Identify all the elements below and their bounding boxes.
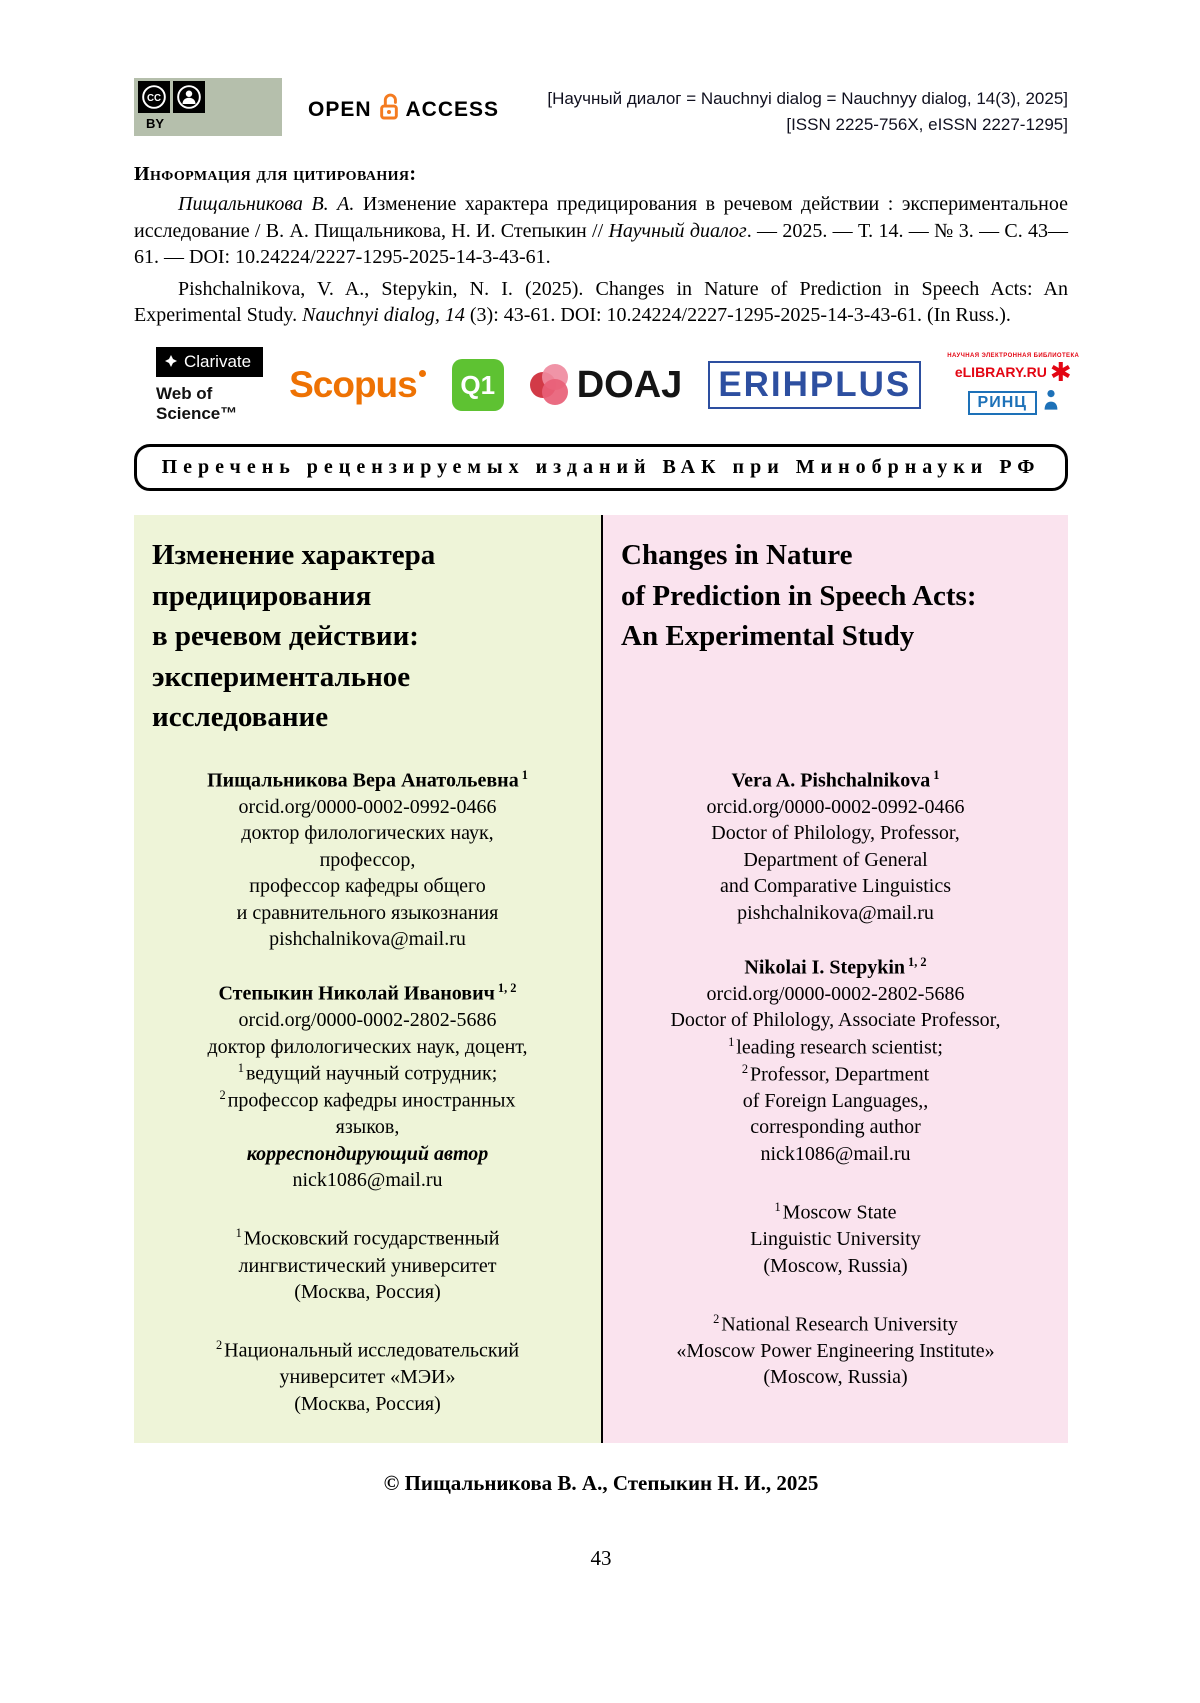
citation-heading: Информация для цитирования:	[134, 163, 417, 185]
q1-badge: Q1	[452, 359, 504, 411]
organization-ru-2	[152, 1337, 583, 1417]
scopus-accent-icon	[419, 370, 426, 377]
affiliation-sup: 2	[713, 1311, 720, 1326]
cc-by-badge	[134, 78, 282, 136]
issn-line: [ISSN 2225-756X, eISSN 2227-1295]	[786, 114, 1068, 134]
english-column	[601, 515, 1068, 1443]
citation-english	[134, 276, 1068, 329]
elibrary-tagline: НАУЧНАЯ ЭЛЕКТРОННАЯ БИБЛИОТЕКА	[947, 353, 1080, 360]
text-line	[152, 1060, 583, 1087]
title-line: в речевом действии:	[152, 620, 419, 653]
text-line: лингвистический университет	[238, 1254, 497, 1277]
text-line: (Москва, Россия)	[294, 1280, 441, 1303]
rinc-row	[968, 388, 1059, 417]
affiliation-text: Professor, Department	[750, 1063, 930, 1086]
open-access-word-access: ACCESS	[405, 98, 500, 121]
affiliation-text: ведущий научный сотрудник;	[245, 1062, 498, 1085]
article-title-en	[621, 535, 1050, 767]
indexing-logos-row	[134, 347, 1080, 424]
web-of-science-label: Web of Science™	[156, 383, 238, 423]
affiliation-sup: 1	[728, 1034, 735, 1049]
title-line: Изменение характера	[152, 538, 436, 571]
author-block-ru-2	[152, 980, 583, 1193]
affiliation-text: профессор кафедры иностранных	[227, 1089, 516, 1112]
email-line: nick1086@mail.ru	[760, 1142, 911, 1165]
text-line: of Foreign Languages,,	[742, 1089, 929, 1112]
citation-en-journal: Nauchnyi dialog, 14	[302, 304, 465, 327]
page-header	[134, 78, 1068, 137]
elibrary-row	[954, 357, 1072, 388]
rinc-label: РИНЦ	[968, 391, 1037, 415]
text-line: Doctor of Philology, Associate Professor,	[670, 1009, 1001, 1032]
affiliation-sup: 2	[219, 1088, 226, 1103]
orcid-line: orcid.org/0000-0002-0992-0466	[706, 796, 965, 819]
text-line: (Moscow, Russia)	[763, 1366, 908, 1389]
corresponding-author-line: corresponding author	[750, 1116, 921, 1139]
author-affiliation-sup: 1	[521, 767, 528, 782]
author-name-text: Vera A. Pishchalnikova	[731, 769, 931, 792]
text-line: университет «МЭИ»	[279, 1366, 456, 1389]
author-block-ru-1	[152, 767, 583, 952]
text-line: доктор филологических наук, доцент,	[207, 1035, 528, 1058]
author-name	[621, 954, 1050, 981]
citation-russian	[134, 191, 1068, 271]
text-line: (Москва, Россия)	[294, 1392, 441, 1415]
author-block-en-2	[621, 954, 1050, 1167]
text-line	[152, 1087, 583, 1114]
author-name	[152, 767, 583, 794]
cc-by-label: BY	[146, 116, 165, 131]
title-line: предицирования	[152, 579, 372, 612]
author-affiliation-sup: 1	[933, 767, 940, 782]
doaj-label: DOAJ	[576, 363, 683, 406]
orcid-line: orcid.org/0000-0002-2802-5686	[706, 983, 965, 1006]
affiliation-sup: 1	[235, 1226, 242, 1241]
text-line	[152, 1337, 583, 1364]
citation-en-text: Pishchalnikova, V. A., Stepykin, N. I. (2025). Changes in Nature of Prediction in Speech Acts: An Experimental Study.	[134, 277, 1068, 327]
title-line: Changes in Nature	[621, 538, 853, 571]
affiliation-text: leading research scientist;	[736, 1036, 943, 1059]
elibrary-label: eLIBRARY.RU	[954, 364, 1047, 381]
organization-en-2	[621, 1311, 1050, 1391]
organization-en-1	[621, 1199, 1050, 1279]
title-line: of Prediction in Speech Acts:	[621, 579, 977, 612]
text-line: Linguistic University	[750, 1228, 921, 1251]
org-text: Московский государственный	[243, 1228, 500, 1251]
title-author-columns	[134, 515, 1068, 1443]
cc-icon	[138, 81, 170, 113]
text-line: профессор кафедры общего	[249, 875, 486, 898]
text-line: языков,	[335, 1116, 400, 1139]
copyright-line: © Пищальникова В. А., Степыкин Н. И., 2025	[383, 1471, 819, 1496]
text-line	[621, 1311, 1050, 1338]
journal-info	[499, 86, 1068, 137]
journal-title-line: [Научный диалог = Nauchnyi dialog = Nauchnyy dialog, 14(3), 2025]	[547, 89, 1068, 108]
orcid-line: orcid.org/0000-0002-2802-5686	[238, 1009, 497, 1032]
citation-ru-author: Пищальникова В. А.	[178, 193, 355, 215]
organization-ru-1	[152, 1225, 583, 1305]
clarivate-icon	[165, 352, 177, 372]
affiliation-sup: 1	[237, 1061, 244, 1076]
article-title-ru	[152, 535, 583, 767]
citation-ru-journal: Научный диалог	[608, 219, 747, 242]
title-line: An Experimental Study	[621, 620, 915, 653]
org-text: Национальный исследовательский	[224, 1339, 520, 1362]
orcid-line: orcid.org/0000-0002-0992-0466	[238, 796, 497, 819]
clarivate-wos-logo	[156, 347, 263, 424]
text-line: профессор,	[319, 848, 416, 871]
email-line: nick1086@mail.ru	[292, 1169, 443, 1192]
email-line: pishchalnikova@mail.ru	[269, 927, 466, 950]
author-block-en-1	[621, 767, 1050, 926]
text-line: доктор филологических наук,	[241, 822, 494, 845]
affiliation-sup: 2	[741, 1061, 749, 1076]
title-line: исследование	[152, 701, 329, 734]
doaj-circles-icon	[530, 364, 572, 406]
title-line: экспериментальное	[152, 660, 411, 693]
erihplus-logo: ERIHPLUS	[708, 361, 921, 409]
person-icon	[173, 81, 205, 113]
author-affiliation-sup: 1, 2	[908, 954, 927, 969]
author-name	[621, 767, 1050, 794]
text-line	[621, 1061, 1050, 1088]
text-line: Doctor of Philology, Professor,	[711, 822, 960, 845]
corresponding-author-line: корреспондирующий автор	[246, 1142, 489, 1165]
author-affiliation-sup: 1, 2	[497, 981, 517, 996]
text-line: and Comparative Linguistics	[719, 875, 952, 898]
elibrary-rinc-logo	[947, 353, 1079, 417]
text-line	[621, 1034, 1050, 1061]
open-access-word-open: OPEN	[308, 98, 372, 121]
clarivate-logo	[156, 347, 263, 377]
page-number: 43	[590, 1546, 612, 1571]
svg-text:CC: CC	[146, 92, 162, 104]
citation-ru-text: Изменение характера предицирования в речевом действии : экспериментальное исследование / В. А. Пищальникова, Н. И. Степыкин //	[134, 193, 1068, 242]
clarivate-label: Clarivate	[184, 351, 252, 371]
text-line: «Moscow Power Engineering Institute»	[676, 1339, 995, 1362]
rinc-person-icon	[1043, 388, 1059, 417]
text-line: Department of General	[743, 848, 928, 871]
citation-ru-text2: . — 2025. — Т. 14. — № 3. — С. 43—61. — DOI: 10.24224/2227-1295-2025-14-3-43-61.	[134, 219, 1069, 269]
author-name-text: Пищальникова Вера Анатольевна	[207, 769, 519, 792]
cc-icons	[138, 81, 278, 113]
text-line	[152, 1225, 583, 1252]
citation-en-text2: (3): 43-61. DOI: 10.24224/2227-1295-2025-14-3-43-61. (In Russ.).	[464, 304, 1011, 327]
affiliation-sup: 2	[215, 1338, 223, 1353]
open-lock-icon	[378, 92, 400, 128]
author-name	[152, 980, 583, 1007]
elibrary-star-icon: ✱	[1049, 357, 1072, 388]
author-name-text: Степыкин Николай Иванович	[218, 983, 495, 1006]
text-line: и сравнительного языкознания	[236, 901, 499, 924]
org-text: National Research University	[721, 1313, 958, 1336]
text-line	[621, 1199, 1050, 1226]
email-line: pishchalnikova@mail.ru	[737, 901, 934, 924]
open-access-logo	[308, 92, 499, 128]
vak-notice: Перечень рецензируемых изданий ВАК при Минобрнауки РФ	[134, 444, 1068, 491]
author-name-text: Nikolai I. Stepykin	[744, 956, 905, 979]
org-text: Moscow State	[782, 1201, 897, 1224]
russian-column	[134, 515, 601, 1443]
affiliation-sup: 1	[774, 1200, 781, 1215]
scopus-label: Scopus	[289, 364, 417, 406]
text-line: (Moscow, Russia)	[763, 1254, 908, 1277]
doaj-logo	[530, 364, 683, 407]
scopus-logo	[289, 364, 426, 406]
